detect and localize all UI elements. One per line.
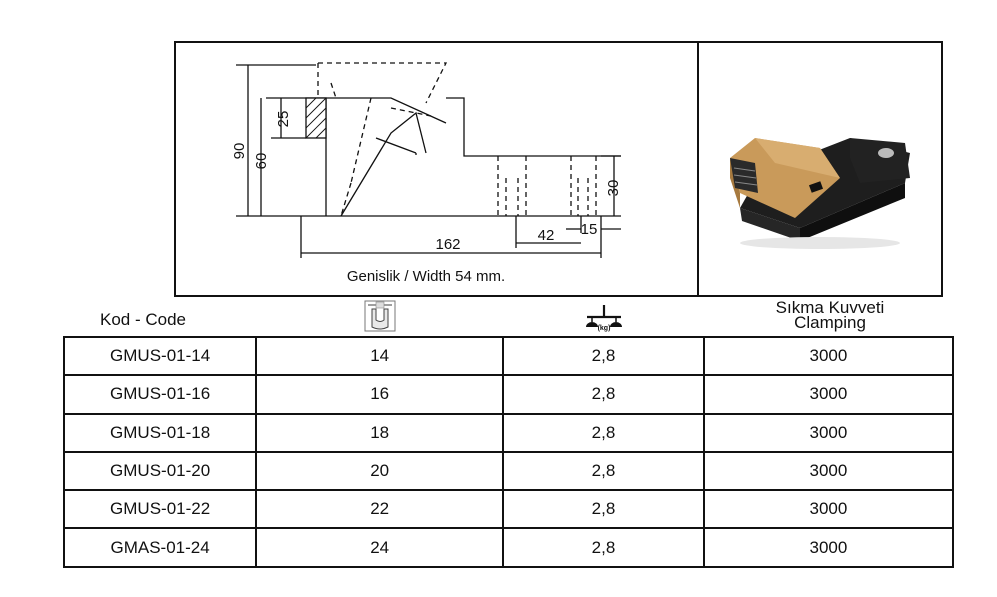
width-cell: 16 (256, 375, 503, 413)
figure-divider (697, 43, 699, 295)
code-cell: GMUS-01-18 (64, 414, 256, 452)
width-cell: 18 (256, 414, 503, 452)
weight-cell: 2,8 (503, 337, 704, 375)
product-figure (174, 41, 943, 297)
code-cell: GMAS-01-24 (64, 528, 256, 566)
force-cell: 3000 (704, 414, 953, 452)
jaw-width-icon (364, 300, 396, 332)
force-cell: 3000 (704, 375, 953, 413)
product-spec-table (63, 336, 954, 568)
technical-drawing (176, 43, 696, 295)
dim-162: 162 (435, 236, 461, 253)
dim-42: 42 (537, 227, 555, 244)
scale-weight-icon (583, 303, 625, 333)
weight-cell: 2,8 (503, 528, 704, 566)
dim-30: 30 (605, 179, 622, 197)
clamping-force-label-en: Clamping (794, 313, 866, 332)
force-cell: 3000 (704, 490, 953, 528)
dim-15: 15 (580, 221, 598, 238)
weight-cell: 2,8 (503, 375, 704, 413)
code-cell: GMUS-01-14 (64, 337, 256, 375)
product-photo (700, 43, 943, 295)
drawing-caption: Genislik / Width 54 mm. (346, 268, 506, 285)
table-row (64, 528, 953, 566)
table-row (64, 375, 953, 413)
table-row (64, 490, 953, 528)
width-cell: 24 (256, 528, 503, 566)
code-header: Kod - Code (100, 310, 186, 329)
weight-cell: 2,8 (503, 490, 704, 528)
force-cell: 3000 (704, 452, 953, 490)
table-row (64, 337, 953, 375)
table-row (64, 414, 953, 452)
table-row (64, 452, 953, 490)
width-cell: 14 (256, 337, 503, 375)
dim-90: 90 (231, 142, 248, 160)
force-cell: 3000 (704, 337, 953, 375)
clamping-force-label-tr: Sıkma Kuvveti (775, 298, 885, 317)
code-cell: GMUS-01-22 (64, 490, 256, 528)
weight-unit-label: (kg) (597, 325, 611, 332)
force-cell: 3000 (704, 528, 953, 566)
clamping-force-header (760, 300, 900, 330)
dim-25: 25 (275, 110, 292, 128)
code-cell: GMUS-01-20 (64, 452, 256, 490)
width-cell: 20 (256, 452, 503, 490)
width-cell: 22 (256, 490, 503, 528)
code-cell: GMUS-01-16 (64, 375, 256, 413)
weight-cell: 2,8 (503, 452, 704, 490)
dim-60: 60 (253, 152, 270, 170)
weight-cell: 2,8 (503, 414, 704, 452)
